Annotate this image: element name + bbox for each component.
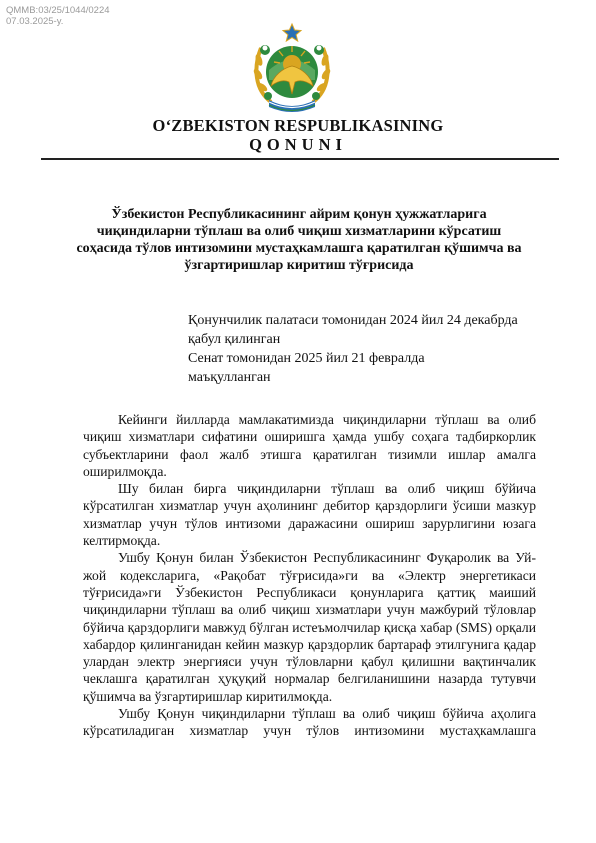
registration-date: 07.03.2025-y. [6,16,64,27]
law-body [83,411,536,740]
approval-line: Сенат томонидан 2025 йил 21 февралда [188,351,425,366]
registration-stamp [6,5,110,27]
body-paragraph: Кейинги йилларда мамлакатимизда чиқиндиларни тўплаш ва олиб чиқиш хизматлари сифатини оширишга ҳамда ушбу соҳага тадбиркорлик субъектларини фаол жалб этишга қаратилган тизимли ишлар амалга оширилмоқда. [83,412,536,479]
body-paragraph: Шу билан бирга чиқиндиларни тўплаш ва олиб чиқиш бўйича кўрсатилган хизматлар учун аҳолининг дебитор қарздорлиги ўсиши мазкур хизматлар учун тўлов интизоми даражасини ошириш зарурлигини юзага келтирмоқда. [83,481,536,549]
document-type-heading: QONUNI [249,135,347,154]
adoption-line: Қонунчилик палатаси томонидан 2024 йил 24 декабрда [188,313,518,328]
law-title: Ўзбекистон Республикасининг айрим қонун ҳужжатларига чиқиндиларни тўплаш ва олиб чиқиш хизматларини кўрсатиш соҳасида тўлов интизомини мустаҳкамлашга қаратилган қўшимча ва ўзгартиришлар киритиш тўғрисида [76,207,522,273]
body-paragraph: Ушбу Қонун чиқиндиларни тўплаш ва олиб чиқиш бўйича аҳолига кўрсатиладиган хизматлар учун тўлов интизомини мустаҳкамлашга [83,706,536,739]
approval-line: маъқулланган [188,370,271,385]
body-paragraph: Ушбу Қонун билан Ўзбекистон Республикасининг Фуқаролик ва Уй-жой кодексларига, «Рақобат тўғрисида»ги ва «Электр энергетикаси тўғрисида»ги Ўзбекистон Республикаси қонунларига қаттиқ маиший чиқиндиларни тўплаш ва олиб чиқиш хизматлари учун мажбурий тўловлар бўйича қарздорлиги мавжуд бўлган истеъмолчилар қисқа хабар (SMS) орқали хабардор қилинганидан кейин мазкур қарздорлик бартараф этилгунига қадар улардан электр энергияси учун тўловларни қабул қилишни вақтинчалик чеклашга қаратилган ҳуқуқий нормалар белгиланишини назарда тутувчи қўшимча ва ўзгартиришлар киритилмоқда. [83,550,536,704]
adoption-line: қабул қилинган [188,332,281,347]
header-divider [41,158,559,160]
uzbekistan-state-emblem-icon [249,20,335,116]
adoption-block [188,311,558,387]
registration-number: QMMB:03/25/1044/0224 [6,5,110,16]
republic-heading: O‘ZBEKISTON RESPUBLIKASINING [152,116,444,135]
